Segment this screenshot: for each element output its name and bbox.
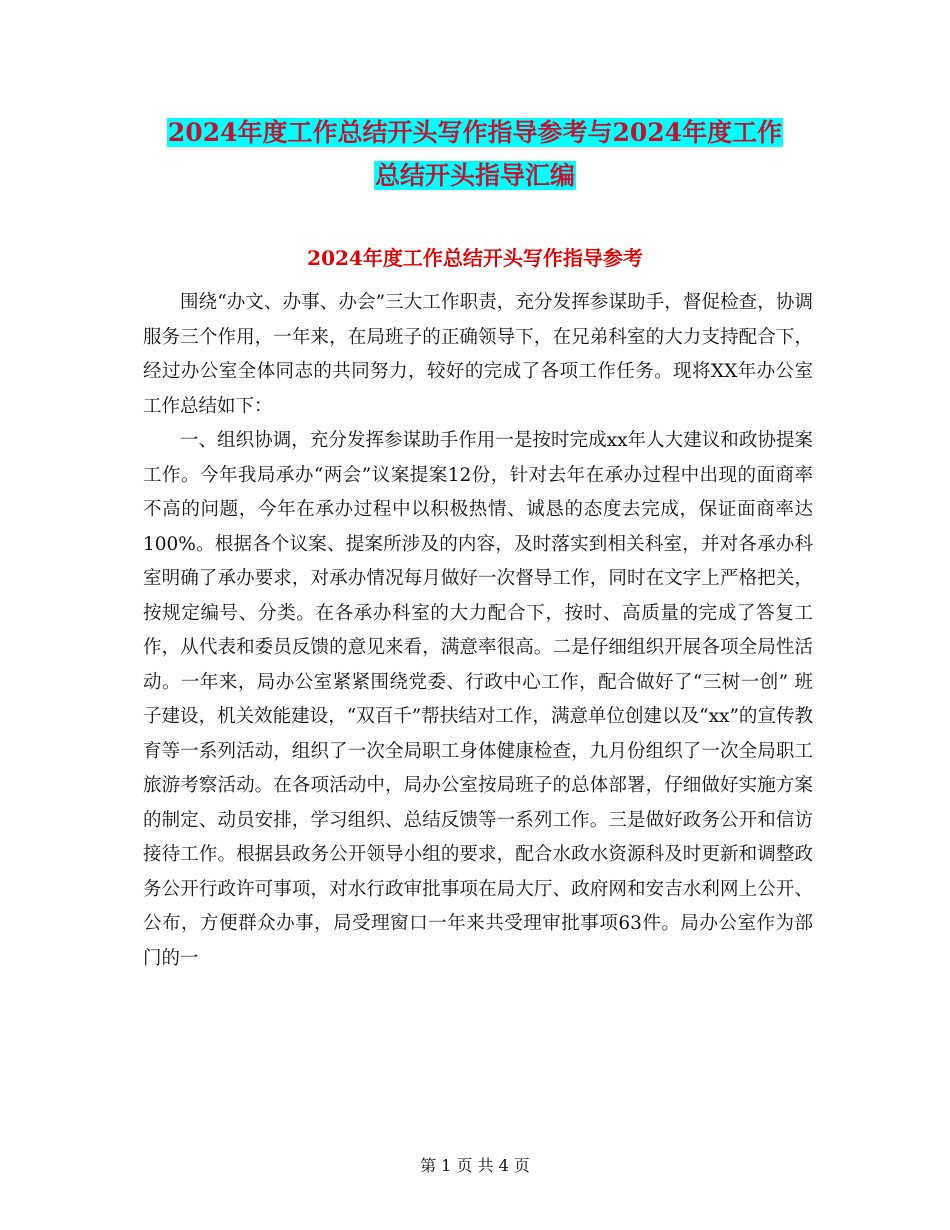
body-text	[143, 286, 813, 976]
paragraph: 围绕“办文、办事、办会”三大工作职责，充分发挥参谋助手，督促检查，协调服务三个作用，一年来，在局班子的正确领导下，在兄弟科室的大力支持配合下，经过办公室全体同志的共同努力，较好的完成了各项工作任务。现将XX年办公室工作总结如下：	[143, 292, 813, 417]
page-footer: 第 1 页 共 4 页	[420, 1156, 530, 1175]
document-title-text-1: 2024年度工作总结开头写作指导参考与2024年度工作	[167, 118, 783, 147]
document-title-line-1	[0, 110, 950, 156]
document-title-line-2	[0, 153, 950, 199]
section-heading: 2024年度工作总结开头写作指导参考	[307, 246, 643, 270]
paragraph: 一、组织协调，充分发挥参谋助手作用一是按时完成xx年人大建议和政协提案工作。今年我局承办“两会”议案提案12份，针对去年在承办过程中出现的面商率不高的问题，今年在承办过程中以积极热情、诚恳的态度去完成，保证面商率达100%。根据各个议案、提案所涉及的内容，及时落实到相关科室，并对各承办科室明确了承办要求，对承办情况每月做好一次督导工作，同时在文字上严格把关，按规定编号、分类。在各承办科室的大力配合下，按时、高质量的完成了答复工作，从代表和委员反馈的意见来看，满意率很高。二是仔细组织开展各项全局性活动。一年来，局办公室紧紧围绕党委、行政中心工作，配合做好了“三树一创” 班子建设，机关效能建设，“双百千”帮扶结对工作，满意单位创建以及“xx”的宣传教育等一系列活动，组织了一次全局职工身体健康检查，九月份组织了一次全局职工旅游考察活动。在各项活动中，局办公室按局班子的总体部署，仔细做好实施方案的制定、动员安排，学习组织、总结反馈等一系列工作。三是做好政务公开和信访接待工作。根据县政务公开领导小组的要求，配合水政水资源科及时更新和调整政务公开行政许可事项，对水行政审批事项在局大厅、政府网和安吉水利网上公开、公布，方便群众办事，局受理窗口一年来共受理审批事项63件。局办公室作为部门的一	[143, 430, 813, 969]
document-title-text-2: 总结开头指导汇编	[374, 161, 575, 190]
